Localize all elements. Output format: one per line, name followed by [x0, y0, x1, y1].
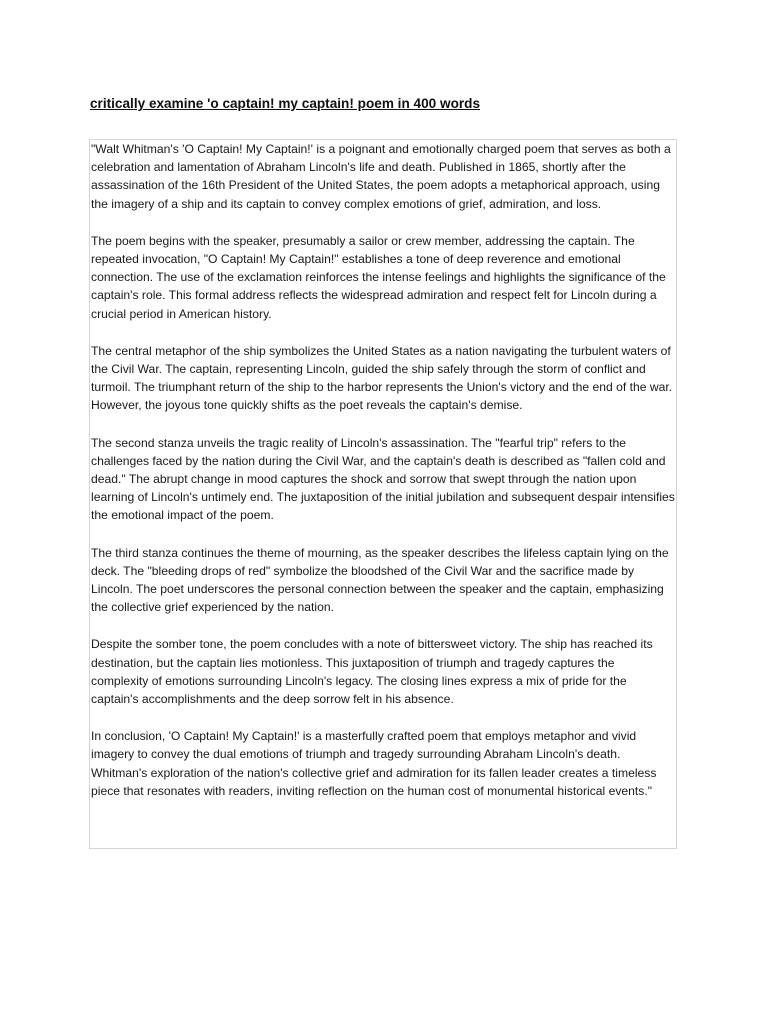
paragraph-bittersweet: Despite the somber tone, the poem concludes with a note of bittersweet victory. The ship has reached its destination, but the captain lies motionless. This juxtaposition of triumph and tragedy captures the complexity of emotions surrounding Lincoln's legacy. The closing lines express a mix of pride for the captain's accomplishments and the deep sorrow felt in his absence.	[91, 637, 653, 707]
paragraph-third-stanza: The third stanza continues the theme of mourning, as the speaker describes the lifeless captain lying on the deck. The "bleeding drops of red" symbolize the bloodshed of the Civil War and the sacrifice made by Lincoln. The poet underscores the personal connection between the speaker and the captain, emphasizing the collective grief experienced by the nation.	[91, 545, 669, 615]
paragraph-speaker: The poem begins with the speaker, presumably a sailor or crew member, addressing the captain. The repeated invocation, "O Captain! My Captain!" establishes a tone of deep reverence and emotional connection. The use of the exclamation reinforces the intense feelings and highlights the significance of the captain's role. This formal address reflects the widespread admiration and respect felt for Lincoln during a crucial period in American history.	[91, 233, 666, 321]
paragraph-metaphor: The central metaphor of the ship symbolizes the United States as a nation navigating the turbulent waters of the Civil War. The captain, representing Lincoln, guided the ship safely through the storm of conflict and turmoil. The triumphant return of the ship to the harbor represents the Union's victory and the end of the war. However, the joyous tone quickly shifts as the poet reveals the captain's demise.	[91, 343, 673, 413]
paragraph-intro: "Walt Whitman's 'O Captain! My Captain!' is a poignant and emotionally charged poem that serves as both a celebration and lamentation of Abraham Lincoln's life and death. Published in 1865, shortly after the assassination of the 16th President of the United States, the poem adopts a metaphorical approach, using the imagery of a ship and its captain to convey complex emotions of grief, admiration, and loss.	[91, 142, 671, 211]
answer-text-box	[89, 139, 677, 849]
page-title: critically examine 'o captain! my captain! poem in 400 words	[90, 96, 481, 111]
paragraph-second-stanza: The second stanza unveils the tragic reality of Lincoln's assassination. The "fearful trip" refers to the challenges faced by the nation during the Civil War, and the captain's death is described as "fallen cold and dead." The abrupt change in mood captures the shock and sorrow that swept through the nation upon learning of Lincoln's untimely end. The juxtaposition of the initial jubilation and subsequent despair intensifies the emotional impact of the poem.	[91, 435, 675, 523]
paragraph-conclusion: In conclusion, 'O Captain! My Captain!' is a masterfully crafted poem that employs metaphor and vivid imagery to convey the dual emotions of triumph and tragedy surrounding Abraham Lincoln's death. Whitman's exploration of the nation's collective grief and admiration for its fallen leader creates a timeless piece that resonates with readers, inviting reflection on the human cost of monumental historical events."	[91, 729, 657, 798]
